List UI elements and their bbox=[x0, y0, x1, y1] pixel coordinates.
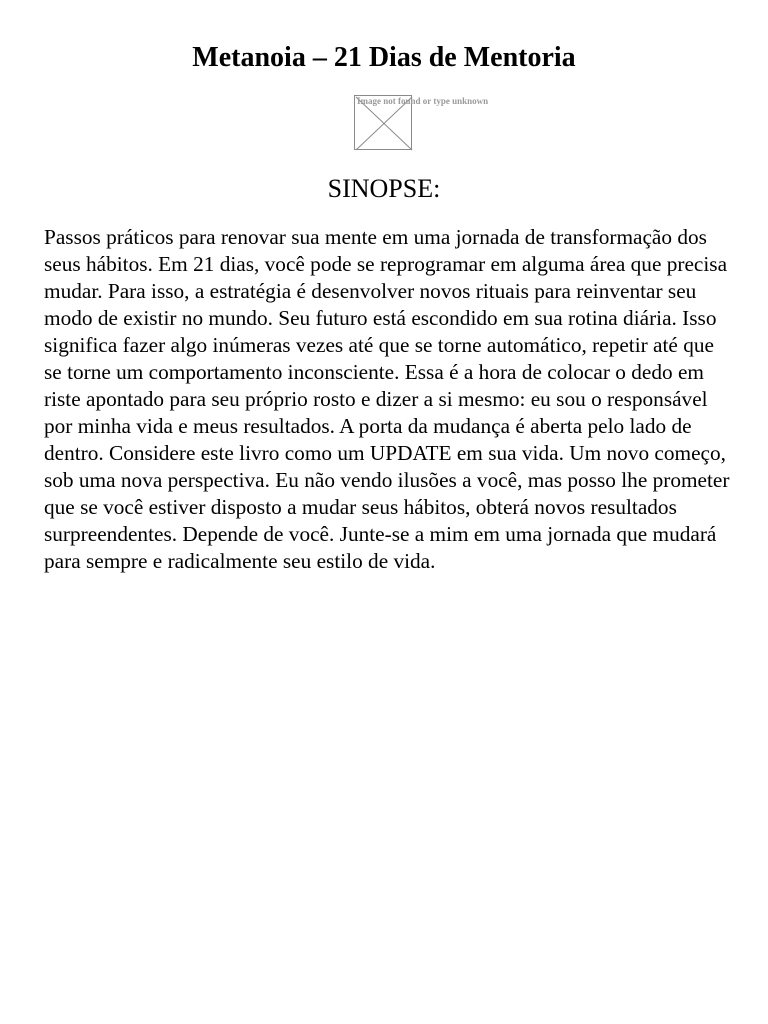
broken-image-alt-text: Image not found or type unknown bbox=[357, 96, 489, 106]
broken-image-icon bbox=[354, 95, 489, 150]
synopsis-text: Passos práticos para renovar sua mente em uma jornada de transformação dos seus hábitos. Em 21 dias, você pode se reprogramar em alguma área que precisa mudar. Para isso, a estratégia é desenvolver novos rituais para reinventar seu modo de existir no mundo. Seu futuro está escondido em sua rotina diária. Isso significa fazer algo inúmeras vezes até que se torne automático, repetir até que se torne um comportamento inconsciente. Essa é a hora de colocar o dedo em riste apontado para seu próprio rosto e dizer a si mesmo: eu sou o responsável por minha vida e meus resultados. A porta da mudança é aberta pelo lado de dentro. Considere este livro como um UPDATE em sua vida. Um novo começo, sob uma nova perspectiva. Eu não vendo ilusões a você, mas posso lhe prometer que se você estiver disposto a mudar seus hábitos, obterá novos resultados surpreendentes. Depende de você. Junte-se a mim em uma jornada que mudará para sempre e radicalmente seu estilo de vida. bbox=[44, 225, 730, 573]
book-title: Metanoia – 21 Dias de Mentoria bbox=[192, 42, 576, 73]
synopsis-heading: SINOPSE: bbox=[327, 174, 441, 203]
